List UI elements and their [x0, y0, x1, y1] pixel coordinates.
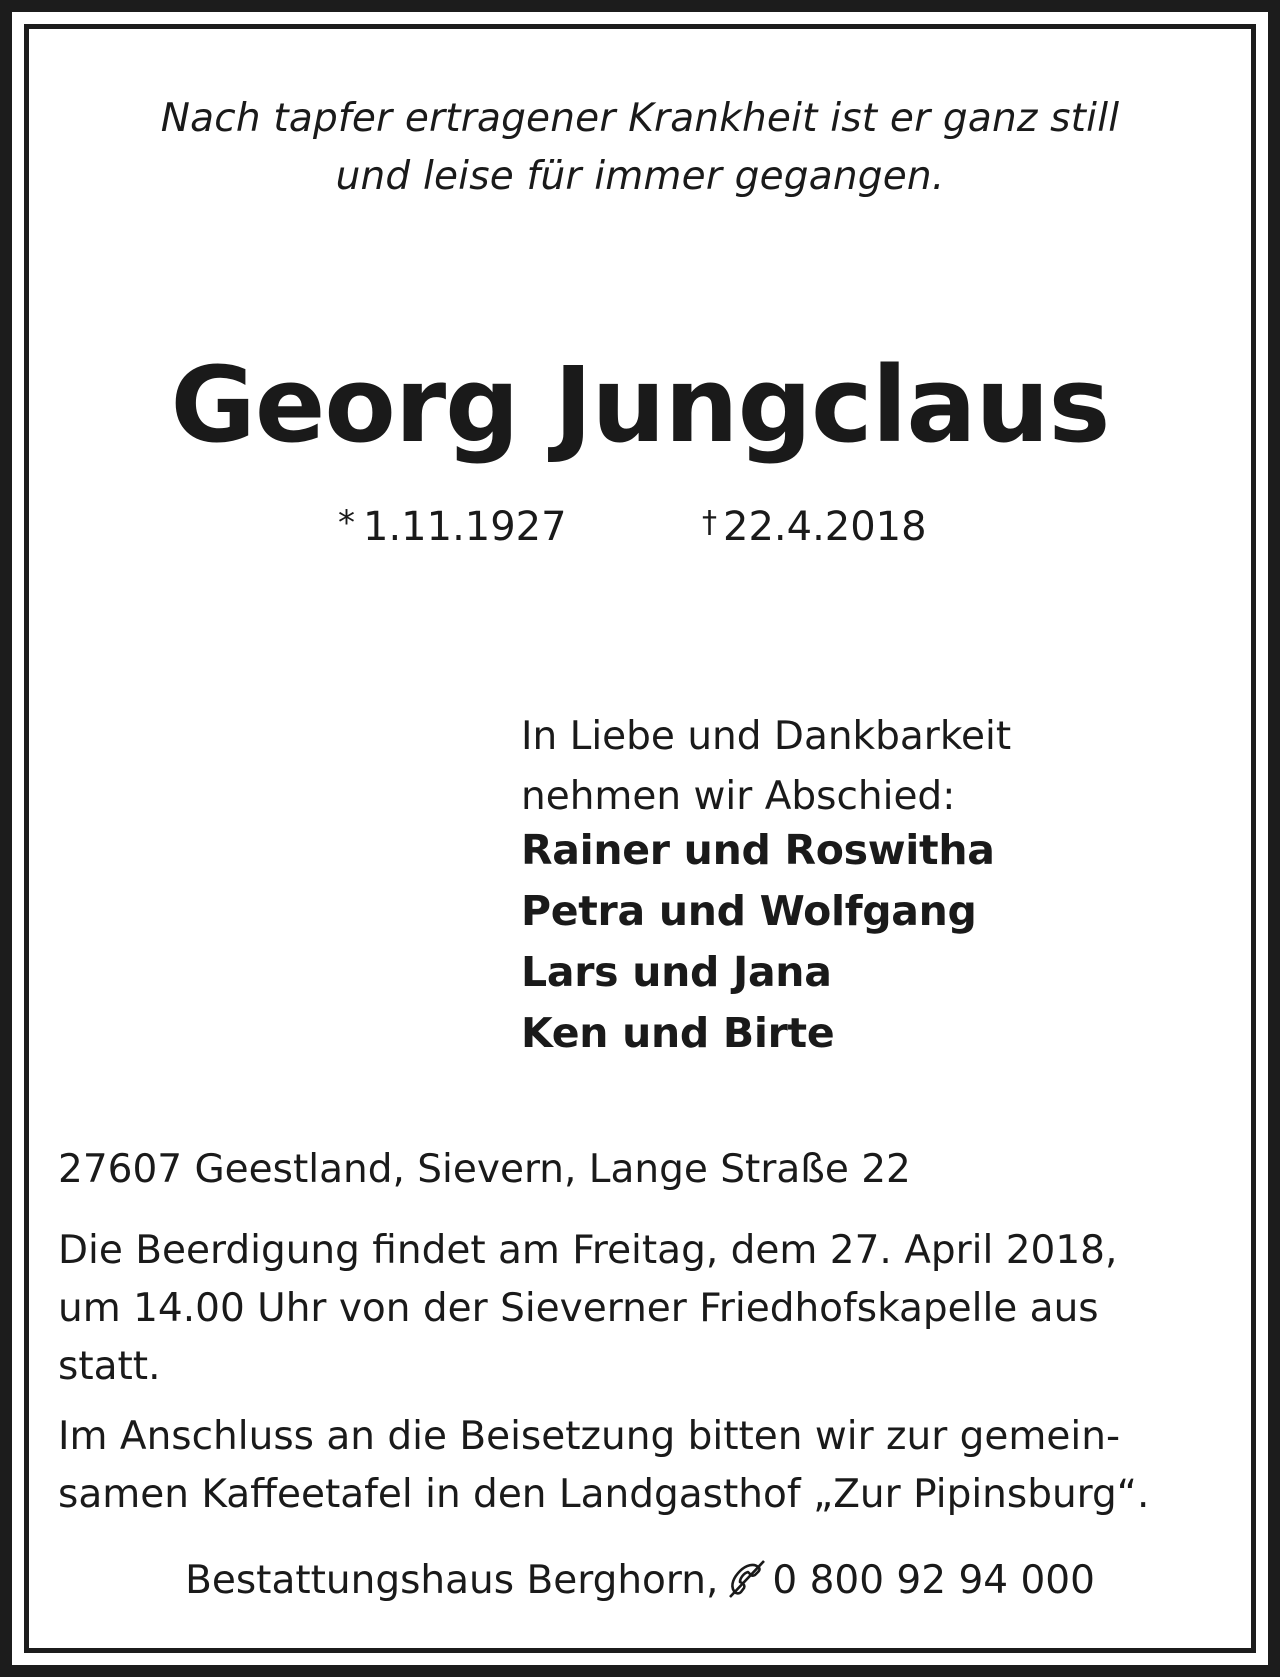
funeral-notice: [58, 1222, 1228, 1396]
undertaker-footer: [0, 1553, 1280, 1609]
motto-line-2: und leise für immer gegangen.: [335, 154, 945, 199]
phone-number: 0 800 92 94 000: [772, 1558, 1095, 1603]
phone-icon: [724, 1559, 768, 1599]
farewell-text: [521, 707, 1011, 827]
mourner-item: Rainer und Roswitha: [521, 826, 995, 874]
mourners-list: [521, 820, 995, 1064]
funeral-line-2: um 14.00 Uhr von der Sieverner Friedhofskapelle aus: [58, 1286, 1099, 1331]
mourner-item: Ken und Birte: [521, 1009, 835, 1057]
birth-date: 1.11.1927: [363, 504, 567, 550]
reception-notice: [58, 1408, 1228, 1524]
funeral-line-3: statt.: [58, 1344, 161, 1389]
death-date-group: [702, 502, 927, 556]
deceased-name: Georg Jungclaus: [170, 344, 1110, 466]
funeral-line-1: Die Beerdigung findet am Freitag, dem 27. April 2018,: [58, 1228, 1118, 1273]
motto-line-1: Nach tapfer ertragener Krankheit ist er ganz still: [160, 96, 1120, 141]
reception-line-2: samen Kaffeetafel in den Landgasthof „Zur Pipinsburg“.: [58, 1472, 1150, 1517]
mourner-item: Lars und Jana: [521, 948, 832, 996]
undertaker-name: Bestattungshaus Berghorn,: [185, 1558, 719, 1603]
birth-star-icon: *: [338, 503, 355, 543]
address: 27607 Geestland, Sievern, Lange Straße 22: [58, 1147, 911, 1192]
farewell-line-1: In Liebe und Dankbarkeit: [521, 714, 1012, 759]
motto: [0, 90, 1280, 206]
death-date: 22.4.2018: [723, 504, 927, 550]
birth-date-group: [338, 502, 567, 554]
death-cross-icon: †: [702, 505, 717, 540]
reception-line-1: Im Anschluss an die Beisetzung bitten wir zur gemein-: [58, 1414, 1121, 1459]
mourner-item: Petra und Wolfgang: [521, 887, 977, 935]
farewell-line-2: nehmen wir Abschied:: [521, 774, 956, 819]
